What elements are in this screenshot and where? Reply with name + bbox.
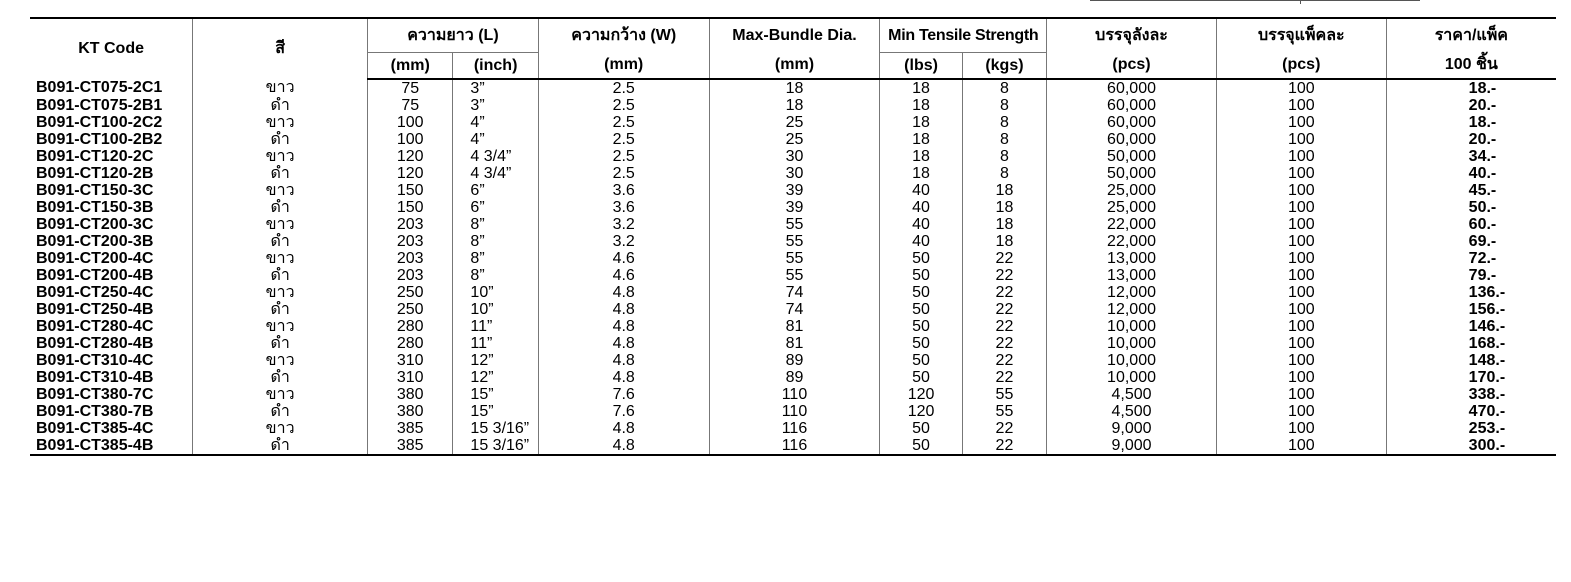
top-rule-tick (1300, 0, 1301, 4)
cell-length-mm: 250 (368, 284, 453, 301)
cell-tensile-lbs: 50 (880, 369, 962, 386)
cell-bundle-dia: 55 (709, 233, 880, 250)
table-row (30, 233, 1556, 250)
cell-per-pack: 100 (1216, 79, 1386, 97)
cell-per-pack: 100 (1216, 386, 1386, 403)
cell-color: ดำ (193, 97, 368, 114)
cell-length-inch: 6” (453, 182, 538, 199)
header-bundle-unit: (mm) (709, 53, 880, 80)
cell-width: 4.8 (538, 437, 709, 455)
cell-length-mm: 280 (368, 318, 453, 335)
cell-color: ดำ (193, 335, 368, 352)
cell-length-mm: 100 (368, 114, 453, 131)
cell-per-pack: 100 (1216, 182, 1386, 199)
cell-kt-code: B091-CT200-4C (30, 250, 193, 267)
cell-width: 4.6 (538, 250, 709, 267)
table-row (30, 284, 1556, 301)
cell-bundle-dia: 55 (709, 250, 880, 267)
cell-color: ขาว (193, 114, 368, 131)
cell-price: 470.- (1386, 403, 1556, 420)
cell-length-mm: 150 (368, 199, 453, 216)
cell-tensile-lbs: 120 (880, 386, 962, 403)
header-length-inch: (inch) (453, 53, 538, 80)
cell-per-carton: 10,000 (1047, 352, 1217, 369)
cell-width: 3.6 (538, 199, 709, 216)
cell-bundle-dia: 39 (709, 182, 880, 199)
cell-length-mm: 203 (368, 250, 453, 267)
cell-kt-code: B091-CT200-3B (30, 233, 193, 250)
table-row (30, 97, 1556, 114)
cell-per-pack: 100 (1216, 437, 1386, 455)
cell-per-carton: 9,000 (1047, 420, 1217, 437)
cell-bundle-dia: 116 (709, 420, 880, 437)
cell-color: ดำ (193, 267, 368, 284)
cell-length-inch: 4 3/4” (453, 148, 538, 165)
cell-width: 2.5 (538, 131, 709, 148)
cell-color: ขาว (193, 386, 368, 403)
cell-color: ขาว (193, 284, 368, 301)
cell-width: 2.5 (538, 148, 709, 165)
cell-tensile-kgs: 22 (962, 267, 1046, 284)
cell-length-inch: 3” (453, 97, 538, 114)
cell-length-mm: 203 (368, 233, 453, 250)
header-per-pack: บรรจุแพ็คละ (1216, 18, 1386, 53)
cell-color: ขาว (193, 352, 368, 369)
cell-kt-code: B091-CT150-3B (30, 199, 193, 216)
cell-color: ขาว (193, 420, 368, 437)
cell-kt-code: B091-CT385-4C (30, 420, 193, 437)
cell-per-pack: 100 (1216, 250, 1386, 267)
table-row (30, 148, 1556, 165)
cell-price: 168.- (1386, 335, 1556, 352)
cell-kt-code: B091-CT250-4C (30, 284, 193, 301)
cell-length-mm: 385 (368, 437, 453, 455)
cell-tensile-kgs: 22 (962, 369, 1046, 386)
cell-kt-code: B091-CT100-2B2 (30, 131, 193, 148)
cell-width: 7.6 (538, 386, 709, 403)
cell-per-carton: 4,500 (1047, 403, 1217, 420)
cell-per-carton: 25,000 (1047, 199, 1217, 216)
cell-color: ขาว (193, 79, 368, 97)
cell-tensile-lbs: 50 (880, 335, 962, 352)
cell-per-pack: 100 (1216, 114, 1386, 131)
cell-tensile-kgs: 18 (962, 182, 1046, 199)
cell-color: ดำ (193, 437, 368, 455)
cell-kt-code: B091-CT310-4B (30, 369, 193, 386)
cell-tensile-lbs: 40 (880, 182, 962, 199)
cell-per-carton: 60,000 (1047, 131, 1217, 148)
cell-kt-code: B091-CT380-7C (30, 386, 193, 403)
cell-tensile-kgs: 8 (962, 131, 1046, 148)
cell-per-pack: 100 (1216, 148, 1386, 165)
cell-per-carton: 4,500 (1047, 386, 1217, 403)
cell-tensile-kgs: 22 (962, 437, 1046, 455)
cell-price: 69.- (1386, 233, 1556, 250)
cell-tensile-lbs: 50 (880, 437, 962, 455)
cell-length-inch: 15 3/16” (453, 420, 538, 437)
cell-price: 34.- (1386, 148, 1556, 165)
header-width-unit: (mm) (538, 53, 709, 80)
cell-tensile-lbs: 50 (880, 301, 962, 318)
cell-tensile-lbs: 50 (880, 352, 962, 369)
cell-length-mm: 203 (368, 216, 453, 233)
cell-tensile-lbs: 50 (880, 250, 962, 267)
cell-kt-code: B091-CT385-4B (30, 437, 193, 455)
cell-per-carton: 60,000 (1047, 114, 1217, 131)
table-header (30, 18, 1556, 79)
cell-bundle-dia: 30 (709, 148, 880, 165)
cell-width: 4.8 (538, 318, 709, 335)
table-row (30, 79, 1556, 97)
cell-price: 18.- (1386, 79, 1556, 97)
cell-per-carton: 22,000 (1047, 233, 1217, 250)
cell-kt-code: B091-CT120-2B (30, 165, 193, 182)
cell-price: 60.- (1386, 216, 1556, 233)
cell-length-inch: 8” (453, 267, 538, 284)
cell-per-pack: 100 (1216, 199, 1386, 216)
cell-per-carton: 50,000 (1047, 165, 1217, 182)
cell-color: ดำ (193, 369, 368, 386)
cell-width: 3.2 (538, 216, 709, 233)
cell-tensile-lbs: 18 (880, 165, 962, 182)
cell-price: 156.- (1386, 301, 1556, 318)
cell-length-inch: 11” (453, 335, 538, 352)
cell-length-inch: 4” (453, 131, 538, 148)
cell-kt-code: B091-CT250-4B (30, 301, 193, 318)
table-row (30, 420, 1556, 437)
cell-color: ขาว (193, 148, 368, 165)
cell-tensile-lbs: 40 (880, 216, 962, 233)
cell-tensile-kgs: 22 (962, 420, 1046, 437)
cell-length-mm: 203 (368, 267, 453, 284)
table-row (30, 199, 1556, 216)
cell-tensile-lbs: 50 (880, 284, 962, 301)
cell-bundle-dia: 25 (709, 114, 880, 131)
top-rule (1090, 0, 1420, 5)
table-row (30, 386, 1556, 403)
cell-tensile-kgs: 22 (962, 301, 1046, 318)
cell-per-carton: 60,000 (1047, 97, 1217, 114)
cell-per-carton: 13,000 (1047, 267, 1217, 284)
cell-tensile-kgs: 22 (962, 318, 1046, 335)
cell-width: 2.5 (538, 114, 709, 131)
cell-length-mm: 120 (368, 165, 453, 182)
cell-kt-code: B091-CT120-2C (30, 148, 193, 165)
cell-per-pack: 100 (1216, 131, 1386, 148)
cell-width: 3.6 (538, 182, 709, 199)
cell-color: ขาว (193, 216, 368, 233)
cell-price: 253.- (1386, 420, 1556, 437)
header-width: ความกว้าง (W) (538, 18, 709, 53)
header-per-carton-unit: (pcs) (1047, 53, 1217, 80)
header-kt-code: KT Code (30, 18, 193, 79)
cell-color: ขาว (193, 318, 368, 335)
header-color: สี (193, 18, 368, 79)
cell-per-pack: 100 (1216, 352, 1386, 369)
table-row (30, 250, 1556, 267)
cell-bundle-dia: 55 (709, 267, 880, 284)
cell-bundle-dia: 81 (709, 335, 880, 352)
cell-width: 4.8 (538, 335, 709, 352)
cell-kt-code: B091-CT075-2C1 (30, 79, 193, 97)
cell-tensile-lbs: 50 (880, 318, 962, 335)
cell-per-carton: 13,000 (1047, 250, 1217, 267)
cell-color: ดำ (193, 233, 368, 250)
cell-tensile-lbs: 18 (880, 79, 962, 97)
cell-per-carton: 60,000 (1047, 79, 1217, 97)
cell-tensile-lbs: 50 (880, 420, 962, 437)
cell-width: 4.8 (538, 301, 709, 318)
cell-tensile-kgs: 55 (962, 403, 1046, 420)
cell-bundle-dia: 110 (709, 386, 880, 403)
cell-tensile-kgs: 8 (962, 79, 1046, 97)
cell-width: 2.5 (538, 97, 709, 114)
table-row (30, 369, 1556, 386)
cell-kt-code: B091-CT380-7B (30, 403, 193, 420)
cell-color: ดำ (193, 165, 368, 182)
cell-length-mm: 75 (368, 97, 453, 114)
cell-tensile-lbs: 120 (880, 403, 962, 420)
cell-width: 7.6 (538, 403, 709, 420)
cell-tensile-lbs: 18 (880, 148, 962, 165)
cell-length-inch: 15 3/16” (453, 437, 538, 455)
cell-price: 40.- (1386, 165, 1556, 182)
cell-price: 72.- (1386, 250, 1556, 267)
cell-length-inch: 10” (453, 284, 538, 301)
table-row (30, 114, 1556, 131)
cell-width: 4.8 (538, 352, 709, 369)
cell-length-inch: 15” (453, 386, 538, 403)
cell-color: ขาว (193, 182, 368, 199)
cell-length-inch: 11” (453, 318, 538, 335)
cell-kt-code: B091-CT100-2C2 (30, 114, 193, 131)
cell-price: 79.- (1386, 267, 1556, 284)
table-row (30, 301, 1556, 318)
cell-per-pack: 100 (1216, 165, 1386, 182)
cell-tensile-kgs: 18 (962, 216, 1046, 233)
cell-kt-code: B091-CT200-4B (30, 267, 193, 284)
cell-price: 20.- (1386, 97, 1556, 114)
cell-price: 50.- (1386, 199, 1556, 216)
cell-kt-code: B091-CT280-4B (30, 335, 193, 352)
cell-width: 2.5 (538, 165, 709, 182)
header-tensile-strength: Min Tensile Strength (880, 18, 1047, 53)
cell-width: 4.6 (538, 267, 709, 284)
cell-bundle-dia: 30 (709, 165, 880, 182)
cell-color: ดำ (193, 403, 368, 420)
cell-price: 170.- (1386, 369, 1556, 386)
cell-tensile-kgs: 8 (962, 97, 1046, 114)
cell-bundle-dia: 74 (709, 284, 880, 301)
cell-per-pack: 100 (1216, 335, 1386, 352)
cell-tensile-kgs: 22 (962, 250, 1046, 267)
cell-length-mm: 280 (368, 335, 453, 352)
cell-tensile-kgs: 8 (962, 165, 1046, 182)
cell-length-inch: 8” (453, 233, 538, 250)
cell-length-mm: 250 (368, 301, 453, 318)
cell-length-inch: 12” (453, 352, 538, 369)
cell-tensile-kgs: 22 (962, 352, 1046, 369)
cell-length-inch: 4” (453, 114, 538, 131)
cell-price: 146.- (1386, 318, 1556, 335)
cell-tensile-lbs: 50 (880, 267, 962, 284)
cell-length-mm: 380 (368, 386, 453, 403)
cell-tensile-lbs: 40 (880, 199, 962, 216)
cell-length-inch: 6” (453, 199, 538, 216)
cell-per-pack: 100 (1216, 233, 1386, 250)
cell-length-mm: 310 (368, 352, 453, 369)
cell-per-carton: 22,000 (1047, 216, 1217, 233)
cell-bundle-dia: 89 (709, 352, 880, 369)
cell-per-carton: 25,000 (1047, 182, 1217, 199)
cell-per-pack: 100 (1216, 420, 1386, 437)
cell-color: ดำ (193, 199, 368, 216)
cell-kt-code: B091-CT310-4C (30, 352, 193, 369)
cell-bundle-dia: 18 (709, 79, 880, 97)
cell-width: 2.5 (538, 79, 709, 97)
cell-tensile-kgs: 18 (962, 199, 1046, 216)
cable-tie-spec-table (30, 17, 1556, 456)
header-length-mm: (mm) (368, 53, 453, 80)
table-row (30, 335, 1556, 352)
cell-per-pack: 100 (1216, 267, 1386, 284)
cell-length-inch: 15” (453, 403, 538, 420)
cell-tensile-kgs: 22 (962, 335, 1046, 352)
cell-length-inch: 4 3/4” (453, 165, 538, 182)
cell-length-mm: 310 (368, 369, 453, 386)
cell-bundle-dia: 74 (709, 301, 880, 318)
cell-tensile-kgs: 18 (962, 233, 1046, 250)
cell-length-mm: 100 (368, 131, 453, 148)
cell-color: ดำ (193, 301, 368, 318)
cell-tensile-lbs: 18 (880, 97, 962, 114)
cell-tensile-kgs: 8 (962, 148, 1046, 165)
cell-bundle-dia: 55 (709, 216, 880, 233)
cell-per-pack: 100 (1216, 97, 1386, 114)
header-price-unit: 100 ชิ้น (1386, 53, 1556, 80)
cell-tensile-kgs: 55 (962, 386, 1046, 403)
cell-kt-code: B091-CT150-3C (30, 182, 193, 199)
cell-length-inch: 12” (453, 369, 538, 386)
cell-per-carton: 12,000 (1047, 301, 1217, 318)
cell-per-pack: 100 (1216, 284, 1386, 301)
cell-price: 20.- (1386, 131, 1556, 148)
cell-price: 300.- (1386, 437, 1556, 455)
table-row (30, 318, 1556, 335)
cell-per-carton: 10,000 (1047, 335, 1217, 352)
cell-bundle-dia: 18 (709, 97, 880, 114)
cell-length-mm: 385 (368, 420, 453, 437)
cell-per-pack: 100 (1216, 216, 1386, 233)
cell-price: 45.- (1386, 182, 1556, 199)
header-bundle-dia: Max-Bundle Dia. (709, 18, 880, 53)
cell-width: 3.2 (538, 233, 709, 250)
cell-per-pack: 100 (1216, 369, 1386, 386)
cell-per-carton: 12,000 (1047, 284, 1217, 301)
table-row (30, 131, 1556, 148)
cell-per-pack: 100 (1216, 403, 1386, 420)
cell-tensile-kgs: 8 (962, 114, 1046, 131)
cell-width: 4.8 (538, 420, 709, 437)
cell-tensile-kgs: 22 (962, 284, 1046, 301)
header-tensile-lbs: (lbs) (880, 53, 962, 80)
cell-per-carton: 50,000 (1047, 148, 1217, 165)
header-length: ความยาว (L) (368, 18, 539, 53)
table-row (30, 182, 1556, 199)
cell-price: 338.- (1386, 386, 1556, 403)
cell-bundle-dia: 39 (709, 199, 880, 216)
cell-length-mm: 75 (368, 79, 453, 97)
cell-price: 136.- (1386, 284, 1556, 301)
header-tensile-kgs: (kgs) (962, 53, 1046, 80)
cell-price: 18.- (1386, 114, 1556, 131)
cell-per-pack: 100 (1216, 301, 1386, 318)
table-row (30, 216, 1556, 233)
table-row (30, 352, 1556, 369)
table-body (30, 79, 1556, 455)
header-per-pack-unit: (pcs) (1216, 53, 1386, 80)
cell-tensile-lbs: 18 (880, 114, 962, 131)
table-row (30, 437, 1556, 455)
table-row (30, 267, 1556, 284)
cell-per-pack: 100 (1216, 318, 1386, 335)
cell-per-carton: 9,000 (1047, 437, 1217, 455)
header-per-carton: บรรจุลังละ (1047, 18, 1217, 53)
cell-width: 4.8 (538, 284, 709, 301)
cell-color: ขาว (193, 250, 368, 267)
cell-bundle-dia: 89 (709, 369, 880, 386)
cell-bundle-dia: 81 (709, 318, 880, 335)
cell-per-carton: 10,000 (1047, 369, 1217, 386)
cell-kt-code: B091-CT075-2B1 (30, 97, 193, 114)
cell-length-inch: 10” (453, 301, 538, 318)
table-row (30, 403, 1556, 420)
cell-length-mm: 380 (368, 403, 453, 420)
cell-tensile-lbs: 40 (880, 233, 962, 250)
cell-length-inch: 3” (453, 79, 538, 97)
table-row (30, 165, 1556, 182)
cell-length-mm: 120 (368, 148, 453, 165)
cell-length-inch: 8” (453, 216, 538, 233)
cell-per-carton: 10,000 (1047, 318, 1217, 335)
cell-length-mm: 150 (368, 182, 453, 199)
cell-kt-code: B091-CT280-4C (30, 318, 193, 335)
cell-width: 4.8 (538, 369, 709, 386)
cell-bundle-dia: 110 (709, 403, 880, 420)
cell-length-inch: 8” (453, 250, 538, 267)
header-price: ราคา/แพ็ค (1386, 18, 1556, 53)
cell-color: ดำ (193, 131, 368, 148)
cell-bundle-dia: 25 (709, 131, 880, 148)
cell-kt-code: B091-CT200-3C (30, 216, 193, 233)
cell-bundle-dia: 116 (709, 437, 880, 455)
cell-price: 148.- (1386, 352, 1556, 369)
cell-tensile-lbs: 18 (880, 131, 962, 148)
